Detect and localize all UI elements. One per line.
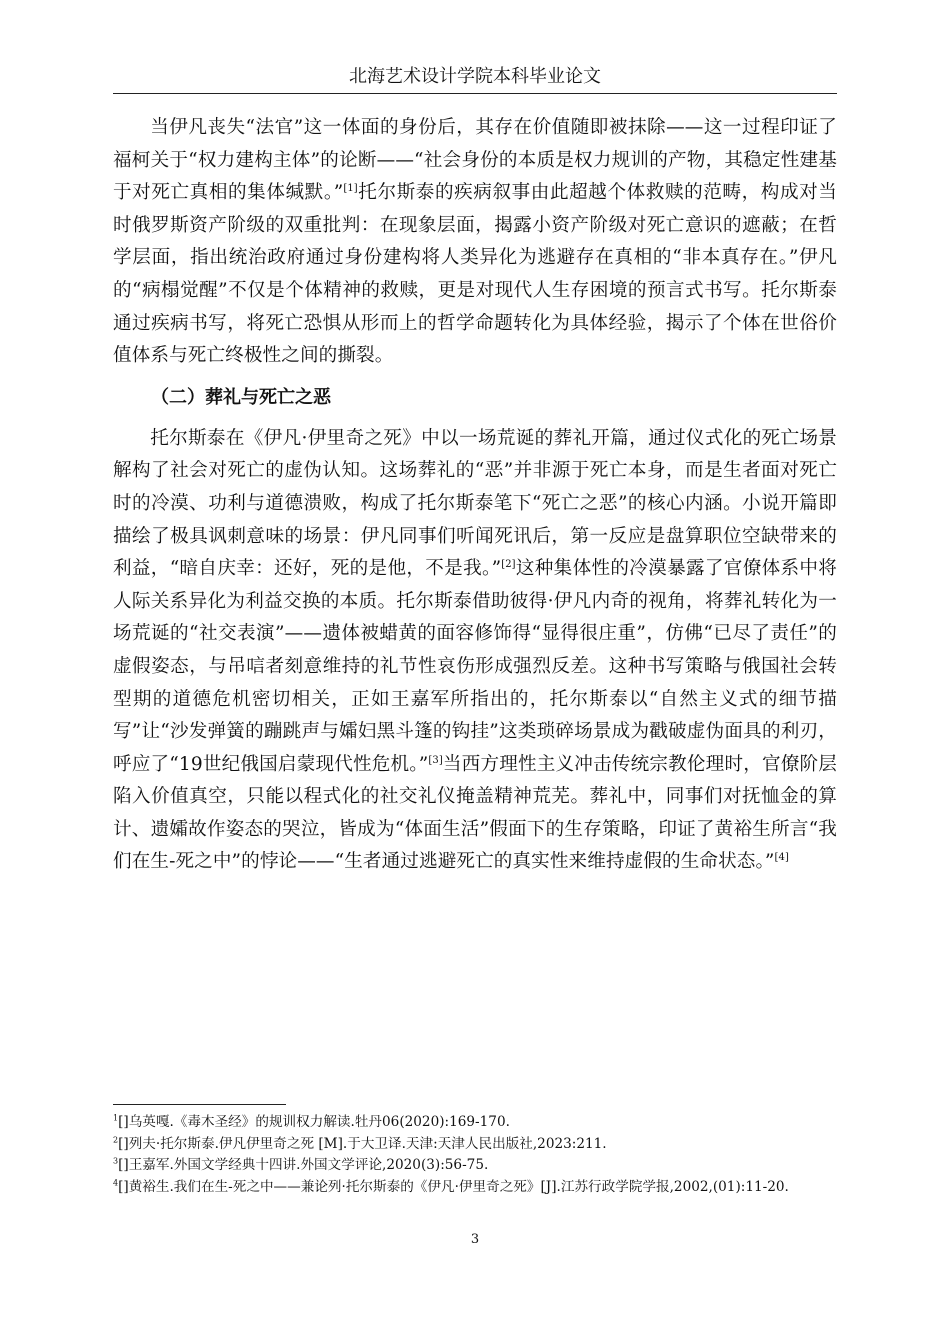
footnote-item <box>113 1134 837 1156</box>
main-body <box>113 112 837 879</box>
header-divider <box>113 93 837 94</box>
citation-ref[interactable]: [2] <box>501 558 516 570</box>
footnote-item <box>113 1155 837 1177</box>
footnote-mark: 1 <box>113 1113 119 1123</box>
paragraph-text: 当伊凡丧失“法官”这一体面的身份后，其存在价值随即被抹除——这一过程印证了福柯关于“权力建构主体”的论断——“社会身份的本质是权力规训的产物，其稳定性建基于对死亡真相的集体缄默。” <box>113 117 837 204</box>
paragraph-text: 托尔斯泰在《伊凡·伊里奇之死》中以一场荒诞的葬礼开篇，通过仪式化的死亡场景解构了社会对死亡的虚伪认知。这场葬礼的“恶”并非源于死亡本身，而是生者面对死亡时的冷漠、功利与道德溃败，构成了托尔斯泰笔下“死亡之恶”的核心内涵。小说开篇即描绘了极具讽刺意味的场景：伊凡同事们听闻死讯后，第一反应是盘算职位空缺带来的利益，“暗自庆幸：还好，死的是他，不是我。” <box>113 427 837 580</box>
page-number: 3 <box>470 1232 480 1247</box>
citation-ref[interactable]: [3] <box>428 754 443 766</box>
footnote-item <box>113 1112 837 1134</box>
footnote-mark: 2 <box>113 1134 119 1144</box>
paragraph-text: 当西方理性主义冲击传统宗教伦理时，官僚阶层陷入价值真空，只能以程式化的社交礼仪掩盖精神荒芜。葬礼中，同事们对抚恤金的算计、遗孀故作姿态的哭泣，皆成为“体面生活”假面下的生存策略，印证了黄裕生所言“我们在生-死之中”的悖论——“生者通过逃避死亡的真实性来维持虚假的生命状态。” <box>113 753 837 873</box>
paragraph-text: 托尔斯泰的疾病叙事由此超越个体救赎的范畴，构成对当时俄罗斯资产阶级的双重批判：在现象层面，揭露小资产阶级对死亡意识的遮蔽；在哲学层面，指出统治政府通过身份建构将人类异化为逃避存在真相的“非本真存在。”伊凡的“病榻觉醒”不仅是个体精神的救赎，更是对现代人生存困境的预言式书写。托尔斯泰通过疾病书写，将死亡恐惧从形而上的哲学命题转化为具体经验，揭示了个体在世俗价值体系与死亡终极性之间的撕裂。 <box>113 182 837 367</box>
body-paragraph-1 <box>113 112 837 373</box>
footnotes <box>113 1112 837 1198</box>
section-heading: （二）葬礼与死亡之恶 <box>151 386 331 408</box>
footnote-divider <box>113 1104 286 1105</box>
page-header-title: 北海艺术设计学院本科毕业论文 <box>349 66 601 87</box>
footnote-mark: 4 <box>113 1177 119 1187</box>
citation-ref[interactable]: [1] <box>343 183 358 194</box>
paragraph-text: 这种集体性的冷漠暴露了官僚体系中将人际关系异化为利益交换的本质。托尔斯泰借助彼得·伊凡内奇的视角，将葬礼转化为一场荒诞的“社交表演”——遗体被蜡黄的面容修饰得“显得很庄重”，仿佛“已尽了责任”的虚假姿态，与吊唁者刻意维持的礼节性哀伤形成强烈反差。这种书写策略与俄国社会转型期的道德危机密切相关，正如王嘉军所指出的，托尔斯泰以“自然主义式的细节描写”让“沙发弹簧的蹦跳声与孀妇黑斗篷的钩挂”这类琐碎场景成为戳破虚伪面具的利刃，呼应了“19世纪俄国启蒙现代性危机。” <box>113 558 838 775</box>
footnote-text: []乌英嘎.《毒木圣经》的规训权力解读.牡丹06(2020):169-170. <box>118 1114 510 1130</box>
footnote-text: []列夫·托尔斯泰.伊凡伊里奇之死 [M].于大卫译.天津:天津人民出版社,2023:211. <box>118 1135 607 1152</box>
citation-ref[interactable]: [4] <box>774 852 789 864</box>
body-paragraph-2 <box>113 423 837 879</box>
footnote-text: []黄裕生.我们在生-死之中——兼论列·托尔斯泰的《伊凡·伊里奇之死》[J].江苏行政学院学报,2002,(01):11-20. <box>118 1178 789 1195</box>
footnote-text: []王嘉军.外国文学经典十四讲.外国文学评论,2020(3):56-75. <box>118 1157 489 1173</box>
footnote-item <box>113 1177 837 1199</box>
footnote-mark: 3 <box>113 1156 119 1166</box>
